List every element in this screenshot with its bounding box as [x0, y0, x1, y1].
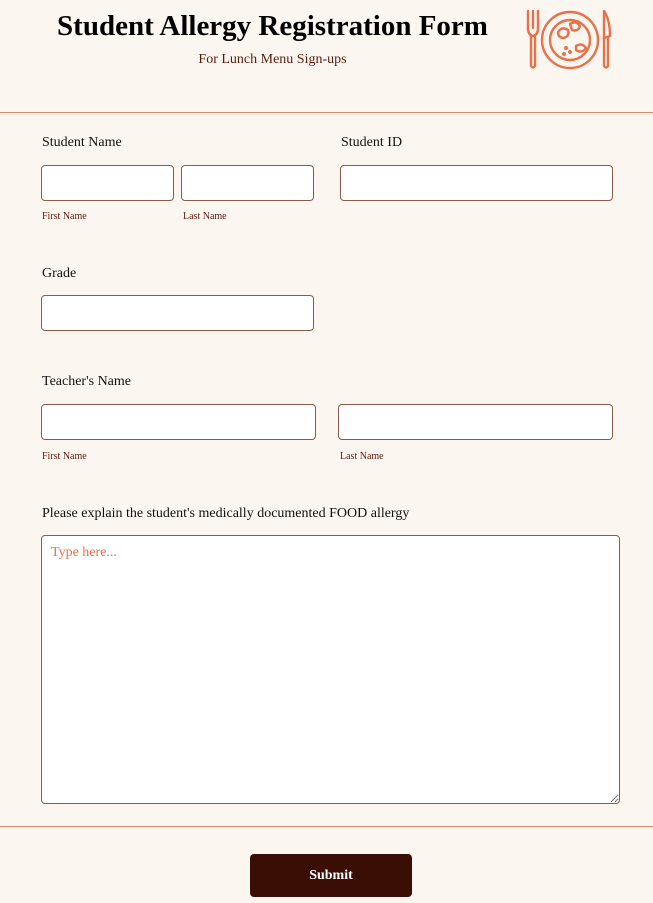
- grade-input[interactable]: [41, 295, 314, 331]
- plate-fork-knife-icon: [524, 8, 612, 72]
- allergy-textarea[interactable]: [41, 535, 620, 804]
- header-divider: [0, 112, 653, 113]
- student-id-label: Student ID: [341, 135, 403, 150]
- student-last-name-input[interactable]: [181, 165, 314, 201]
- teacher-first-name-sublabel: First Name: [42, 451, 87, 462]
- student-id-input[interactable]: [340, 165, 613, 201]
- grade-label: Grade: [42, 266, 77, 281]
- page-subtitle: For Lunch Menu Sign-ups: [198, 52, 347, 67]
- allergy-label: Please explain the student's medically documented FOOD allergy: [42, 506, 410, 521]
- form-header: [0, 0, 653, 113]
- teacher-last-name-input[interactable]: [338, 404, 613, 440]
- submit-button[interactable]: Submit: [250, 854, 412, 897]
- teacher-last-name-sublabel: Last Name: [340, 451, 384, 462]
- student-last-name-sublabel: Last Name: [183, 211, 227, 222]
- teacher-name-label: Teacher's Name: [42, 374, 131, 389]
- student-first-name-sublabel: First Name: [42, 211, 87, 222]
- student-first-name-input[interactable]: [41, 165, 174, 201]
- teacher-first-name-input[interactable]: [41, 404, 316, 440]
- student-name-label: Student Name: [42, 135, 122, 150]
- footer-divider: [0, 826, 653, 827]
- page-title: Student Allergy Registration Form: [57, 10, 488, 42]
